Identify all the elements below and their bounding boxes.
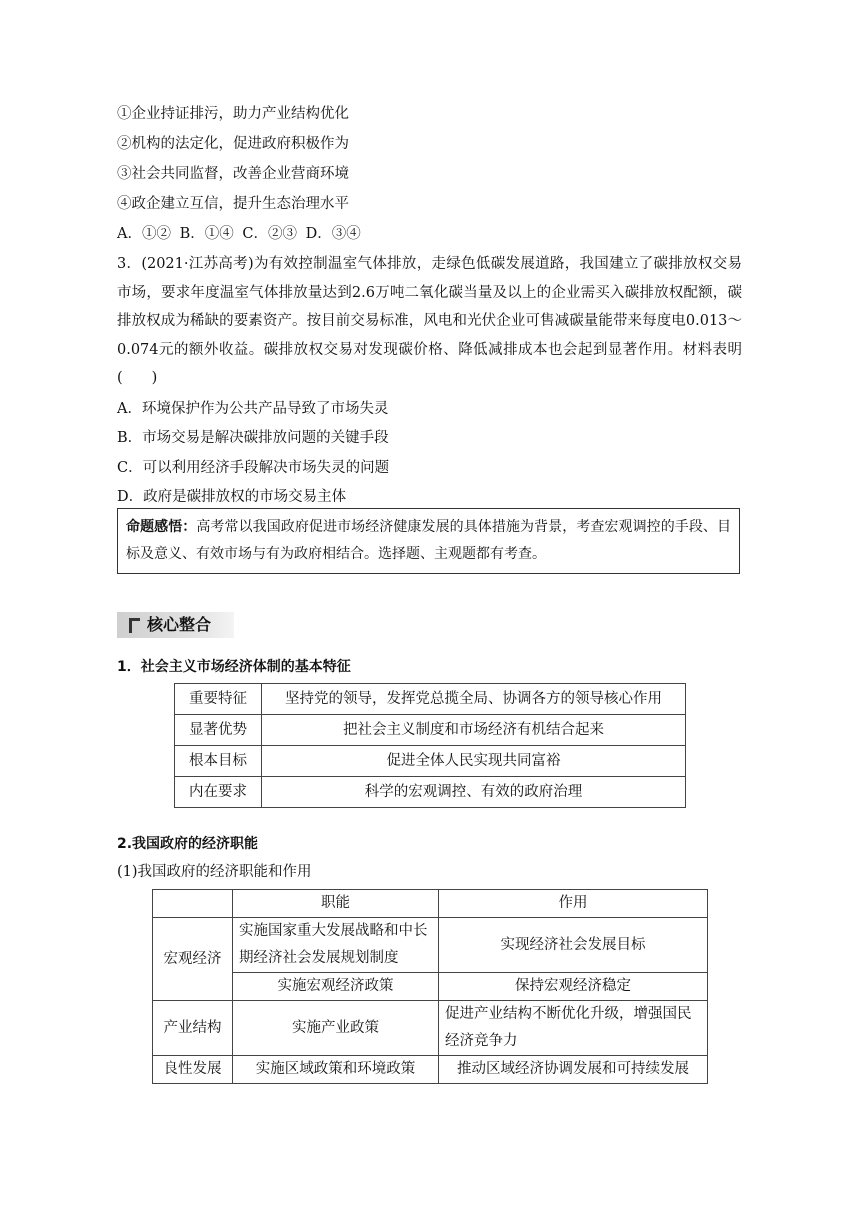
table-cell: 根本目标	[175, 746, 262, 777]
table-cell: 实现经济社会发展目标	[439, 918, 708, 973]
note-box	[117, 508, 740, 574]
note-text: 高考常以我国政府促进市场经济健康发展的具体措施为背景，考查宏观调控的手段、目标及意义、有效市场与有为政府相结合。选择题、主观题都有考查。	[126, 519, 731, 562]
table-header-cell	[153, 890, 233, 918]
table-cell: 产业结构	[153, 1001, 233, 1056]
table-cell: 显著优势	[175, 715, 262, 746]
q2-item-1: ①企业持证排污，助力产业结构优化	[117, 106, 349, 122]
heading-2: 2.我国政府的经济职能	[117, 836, 259, 852]
table-cell: 推动区域经济协调发展和可持续发展	[439, 1056, 708, 1084]
table-row	[153, 1056, 708, 1084]
q2-option-b[interactable]: B．①④	[179, 226, 234, 242]
table-cell: 保持宏观经济稳定	[439, 973, 708, 1001]
table-row	[175, 715, 686, 746]
q3-stem: 3．(2021·江苏高考)为有效控制温室气体排放，走绿色低碳发展道路，我国建立了碳排放权交易市场，要求年度温室气体排放量达到2.6万吨二氧化碳当量及以上的企业需买入碳排放权配额，碳排放权成为稀缺的要素资产。按目前交易标准，风电和光伏企业可售减碳量能带来每度电0.013～0.074元的额外收益。碳排放权交易对发现碳价格、降低减排成本也会起到显著作用。材料表明( )	[117, 256, 742, 386]
table-header-cell: 作用	[439, 890, 708, 918]
table-cell: 把社会主义制度和市场经济有机结合起来	[262, 715, 686, 746]
subheading-1: (1)我国政府的经济职能和作用	[117, 864, 312, 880]
table-row	[153, 890, 708, 918]
q2-option-d[interactable]: D．③④	[305, 226, 361, 242]
q3-option-a[interactable]: A．环境保护作为公共产品导致了市场失灵	[117, 401, 389, 417]
table-row	[175, 684, 686, 715]
section-title: 核心整合	[147, 615, 212, 634]
table-cell: 宏观经济	[153, 918, 233, 1001]
table-row	[153, 918, 708, 973]
q3-option-c[interactable]: C．可以利用经济手段解决市场失灵的问题	[117, 460, 390, 476]
table-cell: 实施区域政策和环境政策	[233, 1056, 439, 1084]
table-header-cell: 职能	[233, 890, 439, 918]
table-cell: 坚持党的领导，发挥党总揽全局、协调各方的领导核心作用	[262, 684, 686, 715]
q2-item-3: ③社会共同监督，改善企业营商环境	[117, 166, 349, 182]
table-cell: 良性发展	[153, 1056, 233, 1084]
note-label: 命题感悟：	[126, 519, 197, 535]
table-cell: 重要特征	[175, 684, 262, 715]
table-cell: 促进全体人民实现共同富裕	[262, 746, 686, 777]
q2-option-c[interactable]: C．②③	[242, 226, 297, 242]
table-cell: 实施国家重大发展战略和中长期经济社会发展规划制度	[233, 918, 439, 973]
q2-options	[117, 224, 365, 244]
section-mark-icon-bar	[129, 618, 140, 621]
table-cell: 科学的宏观调控、有效的政府治理	[262, 777, 686, 808]
table-cell: 内在要求	[175, 777, 262, 808]
table-cell: 促进产业结构不断优化升级，增强国民经济竞争力	[439, 1001, 708, 1056]
table-cell: 实施宏观经济政策	[233, 973, 439, 1001]
table-row	[153, 973, 708, 1001]
q2-item-2: ②机构的法定化，促进政府积极作为	[117, 136, 349, 152]
table-cell: 实施产业政策	[233, 1001, 439, 1056]
table-row	[175, 746, 686, 777]
table-row	[175, 777, 686, 808]
q2-option-a[interactable]: A．①②	[117, 226, 171, 242]
table-economic-functions	[152, 889, 708, 1084]
q3-option-b[interactable]: B．市场交易是解决碳排放问题的关键手段	[117, 430, 389, 446]
table-basic-features	[174, 683, 686, 808]
heading-1: 1．社会主义市场经济体制的基本特征	[117, 659, 351, 675]
q3-option-d[interactable]: D．政府是碳排放权的市场交易主体	[117, 489, 347, 505]
table-row	[153, 1001, 708, 1056]
q2-item-4: ④政企建立互信，提升生态治理水平	[117, 196, 349, 212]
section-heading	[117, 612, 234, 638]
